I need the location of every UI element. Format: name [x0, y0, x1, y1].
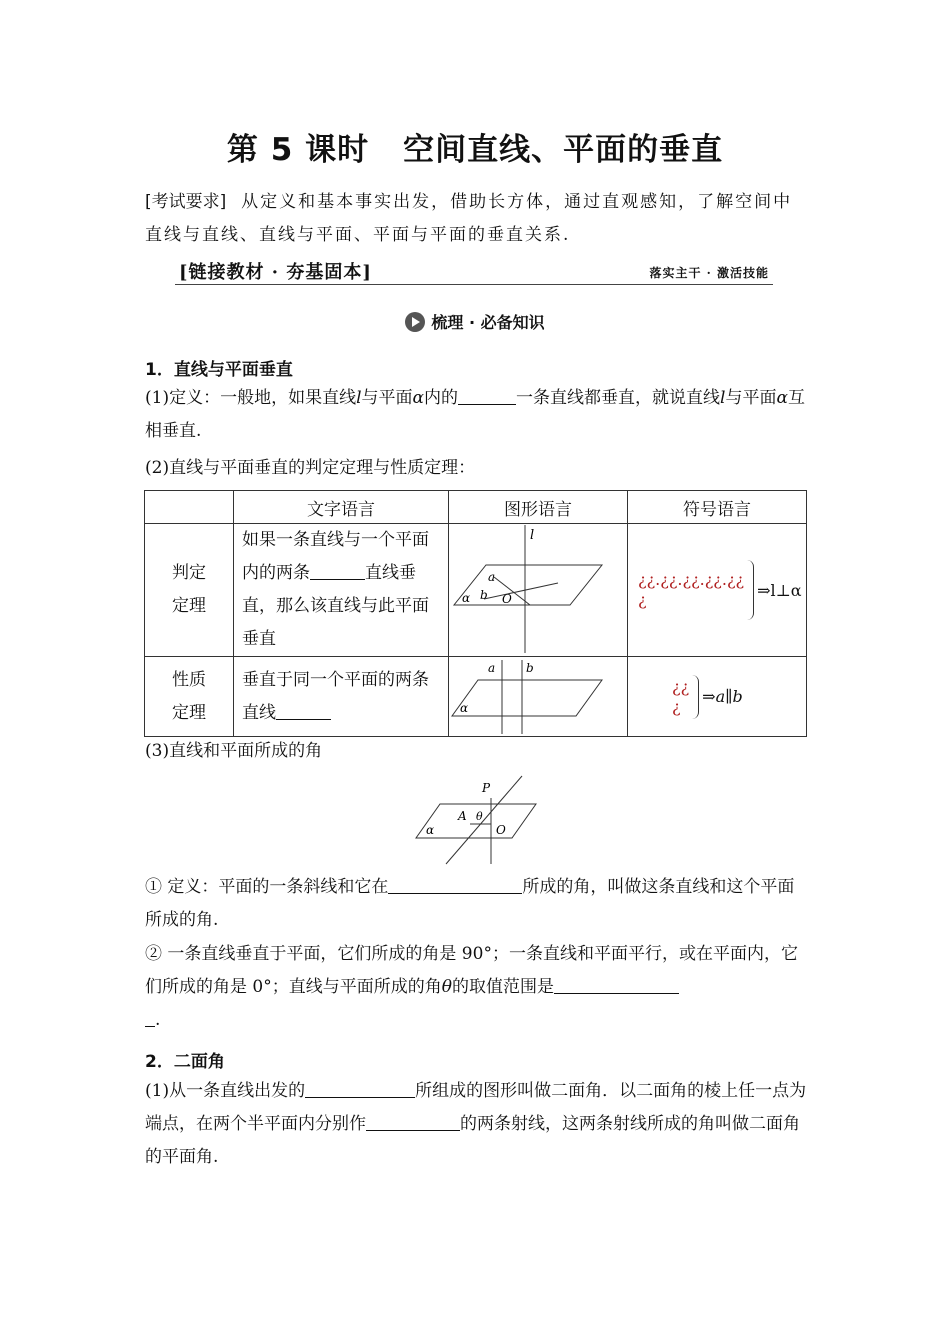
property-figure [449, 657, 628, 737]
symbol-placeholder: ¿ [672, 696, 681, 716]
criterion-figure [449, 524, 628, 657]
play-icon [405, 312, 425, 332]
label-alpha: α [426, 823, 435, 837]
symbol-conclusion: ⇒l⊥α [757, 580, 802, 600]
fill-blank [145, 1008, 155, 1027]
table-header-figure-lang: 图形语言 [449, 491, 628, 524]
label-alpha: α [462, 590, 471, 605]
table-header-empty [145, 491, 234, 524]
heading-line-plane-perpendicular: 1．直线与平面垂直 [145, 360, 293, 380]
line-b [484, 583, 558, 599]
label-alpha: α [460, 700, 469, 715]
symbol-conclusion: ⇒a∥b [702, 687, 743, 706]
dihedral-definition: (1)从一条直线出发的 所组成的图形叫做二面角．以二面角的棱上任一点为端点，在两个半平面内分别作 的两条射线，这两条射线所成的角叫做二面角的平面角. [145, 1081, 807, 1167]
fill-blank [388, 875, 522, 894]
plane-alpha-shape [452, 680, 602, 716]
theorem-table [144, 490, 807, 737]
fill-blank [310, 561, 365, 580]
row-label-criterion: 判定定理 [145, 524, 234, 657]
title-topic: 空间直线、平面的垂直 [403, 132, 724, 168]
symbol-placeholder: ¿¿.¿¿.¿¿.¿¿.¿¿ [638, 570, 745, 589]
table-row [145, 524, 807, 657]
table-header-row [145, 491, 807, 524]
fill-blank [276, 701, 331, 720]
label-theta: θ [476, 810, 483, 823]
label-a: a [488, 660, 496, 675]
table-header-text-lang: 文字语言 [234, 491, 449, 524]
label-b: b [526, 660, 534, 675]
label-a: a [488, 569, 496, 584]
table-header-symbol-lang: 符号语言 [628, 491, 807, 524]
knowledge-section-heading [0, 310, 950, 333]
angle-figure [412, 772, 542, 868]
banner-left-title: [链接教材 · 夯基固本] [179, 262, 372, 283]
requirement-tag: [考试要求] [145, 192, 227, 212]
fill-blank [554, 975, 679, 994]
angle-definition: ① 定义：平面的一条斜线和它在 所成的角，叫做这条直线和这个平面所成的角. [145, 877, 795, 930]
fill-blank [366, 1112, 460, 1131]
angle-range: ② 一条直线垂直于平面，它们所成的角是 90°；一条直线和平面平行，或在平面内，它们所成的角是 0°；直线与平面所成的角θ的取值范围是 . [145, 944, 798, 1030]
fill-blank [458, 386, 516, 405]
heading-dihedral-angle: 2．二面角 [145, 1052, 225, 1072]
label-o: O [502, 591, 512, 606]
theorem-intro: (2)直线与平面垂直的判定定理与性质定理： [145, 458, 476, 478]
symbol-placeholder: ¿¿ [672, 676, 690, 696]
criterion-text: 如果一条直线与一个平面内的两条 直线垂直，那么该直线与此平面垂直 [234, 524, 449, 657]
label-p: P [482, 781, 491, 795]
property-symbol [628, 657, 807, 737]
symbol-placeholder: ¿ [638, 590, 647, 609]
label-b: b [480, 587, 488, 602]
fill-blank [305, 1079, 415, 1098]
section-head-label: 梳理 · 必备知识 [431, 313, 545, 332]
label-l: l [530, 527, 535, 543]
title-lesson-number: 第 5 课时 [226, 132, 370, 168]
label-o: O [496, 823, 506, 837]
banner-right-title: 落实主干 · 激活技能 [649, 266, 769, 280]
definition-paragraph: (1)定义：一般地，如果直线l与平面α内的 一条直线都垂直，就说直线l与平面α互相垂直. [145, 388, 805, 441]
exam-requirement [145, 186, 810, 252]
criterion-symbol [628, 524, 807, 657]
plane-alpha-shape [454, 565, 602, 605]
table-row [145, 657, 807, 737]
angle-heading: (3)直线和平面所成的角 [145, 741, 323, 761]
page-title [0, 124, 950, 169]
label-a: A [458, 809, 467, 823]
requirement-text: 从定义和基本事实出发，借助长方体，通过直观感知，了解空间中直线与直线、直线与平面、平面与平面的垂直关系. [145, 192, 793, 245]
row-label-property: 性质定理 [145, 657, 234, 737]
property-text: 垂直于同一个平面的两条直线 [234, 657, 449, 737]
section-banner [175, 258, 773, 285]
